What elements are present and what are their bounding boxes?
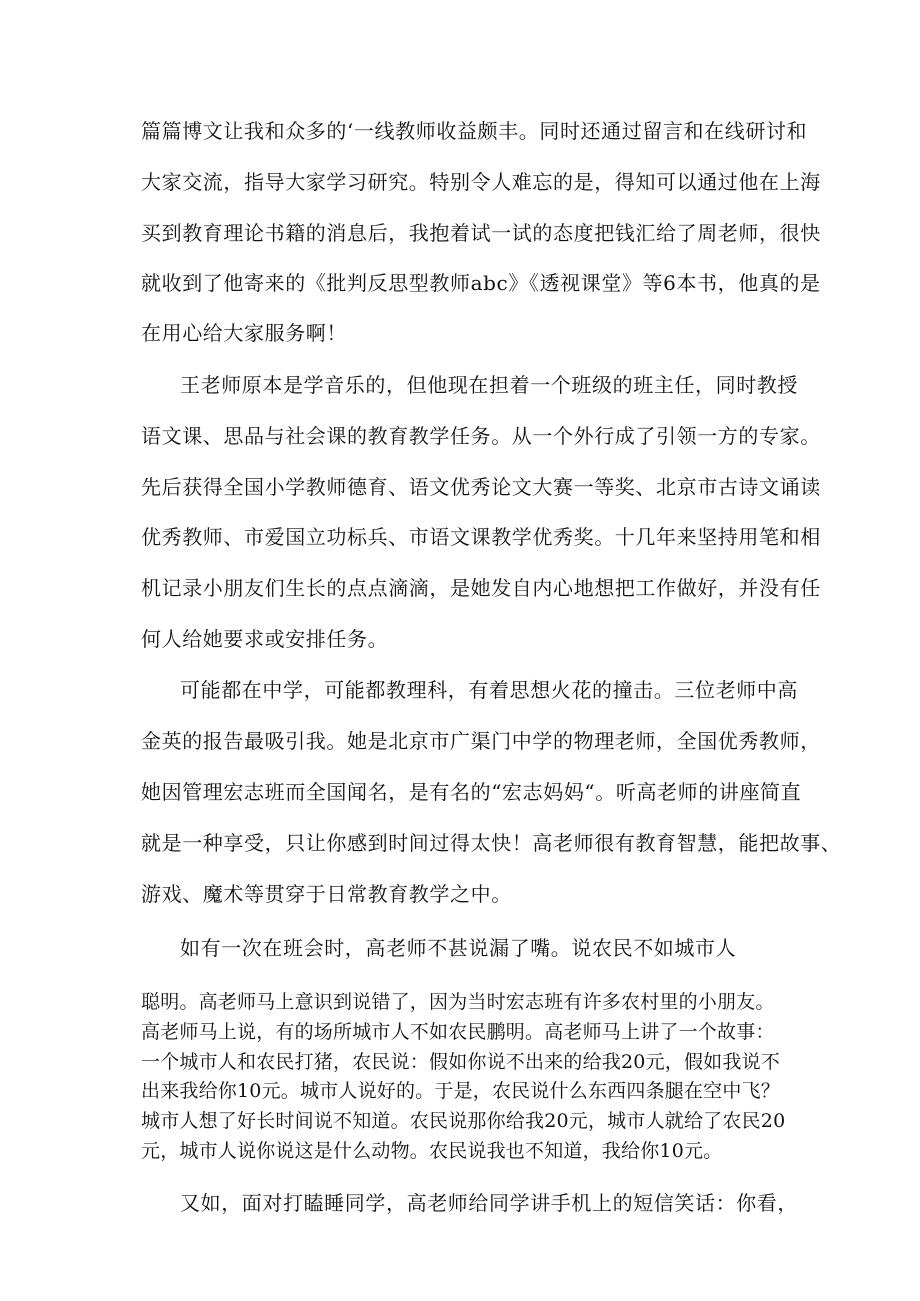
text-line: 在用心给大家服务啊！ xyxy=(141,321,347,345)
text-line: 王老师原本是学音乐的，但他现在担着一个班级的班主任，同时教授 xyxy=(180,373,798,397)
text-line: 买到教育理论书籍的消息后，我抱着试一试的态度把钱汇给了周老师，很快 xyxy=(141,221,821,245)
text-line: 先后获得全国小学教师德育、语文优秀论文大赛一等奖、北京市古诗文诵读 xyxy=(141,475,821,499)
text-line: 高老师马上说，有的场所城市人不如农民鹏明。高老师马上讲了一个故事： xyxy=(141,1021,775,1043)
text-line: 语文课、思品与社会课的教育教学任务。从一个外行成了引领一方的专家。 xyxy=(141,424,821,448)
text-line: 如有一次在班会时，高老师不甚说漏了嘴。说农民不如城市人 xyxy=(180,936,737,960)
text-line: 金英的报告最吸引我。她是北京市广渠门中学的物理老师，全国优秀教师， xyxy=(141,729,821,753)
text-line: 就收到了他寄来的《批判反思型教师abc》《透视课堂》等6本书，他真的是 xyxy=(141,271,821,295)
text-line: 出来我给你10元。城市人说好的。于是，农民说什么东西四条腿在空中飞？ xyxy=(141,1080,780,1102)
text-line: 何人给她要求或安排任务。 xyxy=(141,627,389,651)
text-line: 聪明。高老师马上意识到说错了，因为当时宏志班有许多农村里的小朋友。 xyxy=(141,991,775,1013)
text-line: 优秀教师、市爱国立功标兵、市语文课教学优秀奖。十几年来坚持用笔和相 xyxy=(141,525,821,549)
text-line: 篇篇博文让我和众多的‘一线教师收益颇丰。同时还通过留言和在线研讨和 xyxy=(141,119,808,143)
text-line: 可能都在中学，可能都教理科，有着思想火花的撞击。三位老师中高 xyxy=(180,678,798,702)
text-line: 就是一种享受，只让你感到时间过得太快！高老师很有教育智慧，能把故事、 xyxy=(141,831,842,855)
text-line: 游戏、魔术等贯穿于日常教育教学之中。 xyxy=(141,882,512,906)
text-line: 她因管理宏志班而全国闻名，是有名的“宏志妈妈“。听高老师的讲座简直 xyxy=(141,780,802,804)
text-line: 元，城市人说你说这是什么动物。农民说我也不知道，我给你10元。 xyxy=(141,1140,723,1162)
text-line: 大家交流，指导大家学习研究。特别令人难忘的是，得知可以通过他在上海 xyxy=(141,170,821,194)
text-line: 机记录小朋友们生长的点点滴滴，是她发自内心地想把工作做好，并没有任 xyxy=(141,576,821,600)
text-line: 一个城市人和农民打猪，农民说：假如你说不出来的给我20元，假如我说不 xyxy=(141,1051,780,1073)
text-line: 又如，面对打瞌睡同学，高老师给同学讲手机上的短信笑话：你看， xyxy=(180,1191,798,1215)
text-line: 城市人想了好长时间说不知道。农民说那你给我20元，城市人就给了农民20 xyxy=(141,1110,786,1132)
